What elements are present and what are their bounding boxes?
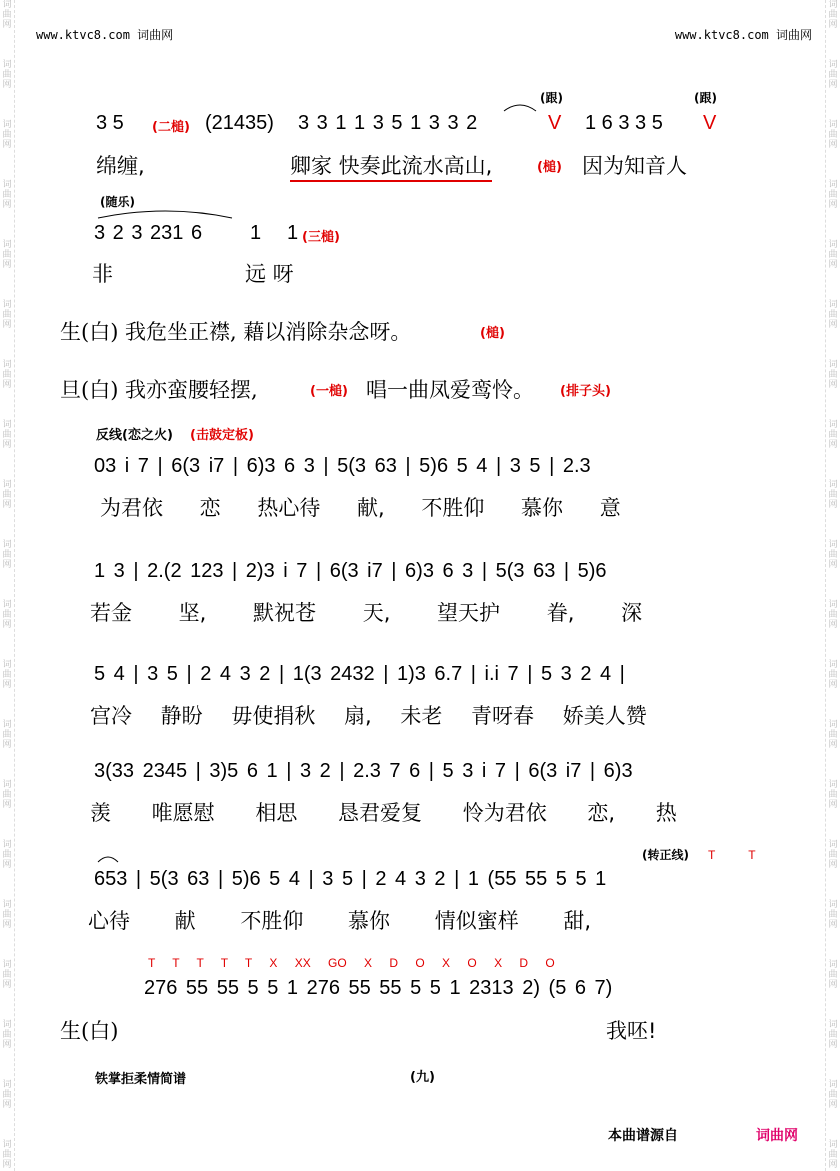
header-right: www.ktvc8.com 词曲网 [674,28,812,42]
row1-lyrics: 为君依 恋 热心待 献, 不胜仰 慕你 意 [100,496,621,520]
gen-mark-2: (跟) [694,91,717,105]
watermark-text: 词 曲 网 [828,180,838,210]
watermark-text: 词 曲 网 [2,0,12,30]
speech2-text-b: 唱一曲凤爱鸾怜。 [366,378,534,402]
watermark-text: 词 曲 网 [2,420,12,450]
line1-notes-c: 3 3 1 1 3 5 1 3 3 2 [298,112,478,134]
gen-mark-1: (跟) [540,91,563,105]
watermark-text: 词 曲 网 [828,420,838,450]
watermark-text: 词 曲 网 [2,840,12,870]
line2-notes-a: 3 2 3 231 6 [94,222,203,244]
line1-lyric-b: 卿家 快奏此流水高山, [290,150,492,182]
watermark-text: 词 曲 网 [2,120,12,150]
right-watermark-strip [825,0,840,1171]
watermark-text: 词 曲 网 [828,900,838,930]
row2-lyrics: 若金 坚, 默祝苍 天, 望天护 眷, 深 [90,601,643,625]
row5-notes: 653 | 5(3 63 | 5)6 5 4 | 3 5 | 2 4 3 2 | 1 (55 55 5 5 1 [94,868,607,890]
speech2-mark-b: (排子头) [560,384,611,399]
footer-brand[interactable]: 词曲网 [756,1128,798,1144]
watermark-text: 词 曲 网 [828,660,838,690]
row5-lyrics: 心待 献 不胜仰 慕你 情似蜜样 甜, [88,909,592,933]
line1-mark-a: (二槌) [152,120,190,135]
watermark-text: 词 曲 网 [828,0,838,30]
line1-notes-d: 1 6 3 3 5 [585,112,663,134]
line1-notes-a: 3 5 [96,112,124,134]
row1-notes: 03 i 7 | 6(3 i7 | 6)3 6 3 | 5(3 63 | 5)6 5 4 | 3 5 | 2.3 [94,455,591,477]
watermark-text: 词 曲 网 [828,60,838,90]
watermark-text: 词 曲 网 [2,600,12,630]
watermark-text: 词 曲 网 [2,780,12,810]
header-left: www.ktvc8.com 词曲网 [36,28,174,42]
tie-arc-2 [96,852,120,864]
row3-notes: 5 4 | 3 5 | 2 4 3 2 | 1(3 2432 | 1)3 6.7 | i.i 7 | 5 3 2 4 | [94,663,625,685]
row6-lyric: 我呸! [606,1019,657,1043]
watermark-text: 词 曲 网 [2,60,12,90]
row4-lyrics: 羡 唯愿慰 相思 恳君爱复 怜为君依 恋, 热 [90,801,677,825]
watermark-text: 词 曲 网 [828,1020,838,1050]
left-watermark-strip [0,0,15,1171]
watermark-text: 词 曲 网 [828,240,838,270]
watermark-text: 词 曲 网 [2,660,12,690]
row5-t-marks: T T [708,848,756,862]
line1-notes-b: (21435) [205,112,274,134]
line2-notes-c: 1 [287,222,299,244]
speech2-mark-a: (一槌) [310,384,348,399]
row6-notes: 276 55 55 5 5 1 276 55 55 5 5 1 2313 2) (5 6 7) [144,977,613,999]
watermark-text: 词 曲 网 [2,300,12,330]
watermark-text: 词 曲 网 [2,1140,12,1170]
line2-mark: (三槌) [302,230,340,245]
line2-notes-b: 1 [250,222,262,244]
watermark-text: 词 曲 网 [828,720,838,750]
watermark-text: 词 曲 网 [2,900,12,930]
line2-lyric-b: 远 呀 [245,262,294,286]
speech2-text-a: 旦(白) 我亦蛮腰轻摆, [60,378,258,402]
footer-page: (九) [410,1070,435,1085]
watermark-text: 词 曲 网 [828,540,838,570]
section-mark: (击鼓定板) [190,428,254,443]
watermark-text: 词 曲 网 [828,120,838,150]
line1-v2: V [703,112,717,134]
watermark-text: 词 曲 网 [2,240,12,270]
watermark-text: 词 曲 网 [2,360,12,390]
watermark-text: 词 曲 网 [828,600,838,630]
line2-lyric-a: 非 [92,262,113,286]
watermark-text: 词 曲 网 [828,780,838,810]
turn-label: (转正线) [642,848,689,862]
section-label: 反线(恋之火) [96,428,173,443]
row4-notes: 3(33 2345 | 3)5 6 1 | 3 2 | 2.3 7 6 | 5 3 i 7 | 6(3 i7 | 6)3 [94,760,633,782]
watermark-text: 词 曲 网 [828,840,838,870]
slur-arc [96,204,236,220]
watermark-text: 词 曲 网 [828,480,838,510]
watermark-text: 词 曲 网 [2,180,12,210]
watermark-text: 词 曲 网 [2,1020,12,1050]
suile-label: (随乐) [100,195,135,209]
footer-title: 铁掌拒柔情简谱 [95,1072,187,1087]
speech1-text: 生(白) 我危坐正襟, 藉以消除杂念呀。 [60,320,412,344]
row6-marks: T T T T T X XX GO X D O X O X D O [148,956,555,970]
watermark-text: 词 曲 网 [828,1080,838,1110]
watermark-text: 词 曲 网 [828,360,838,390]
row6-speaker: 生(白) [60,1019,119,1043]
watermark-text: 词 曲 网 [2,480,12,510]
speech1-mark: (槌) [480,326,505,341]
row2-notes: 1 3 | 2.(2 123 | 2)3 i 7 | 6(3 i7 | 6)3 6 3 | 5(3 63 | 5)6 [94,560,607,582]
watermark-text: 词 曲 网 [2,720,12,750]
watermark-text: 词 曲 网 [828,1140,838,1170]
row3-lyrics: 宫冷 静盼 毋使捐秋 扇, 未老 青呀春 娇美人赞 [90,704,647,728]
watermark-text: 词 曲 网 [2,1080,12,1110]
tie-arc [500,99,540,113]
watermark-text: 词 曲 网 [828,960,838,990]
line1-lyric-c: 因为知音人 [582,154,687,178]
line1-v1: V [548,112,562,134]
watermark-text: 词 曲 网 [2,540,12,570]
watermark-text: 词 曲 网 [828,300,838,330]
line1-mark-b: (槌) [537,160,562,175]
footer-source: 本曲谱源自 [608,1128,678,1144]
watermark-text: 词 曲 网 [2,960,12,990]
line1-lyric-a: 绵缠, [96,154,145,178]
